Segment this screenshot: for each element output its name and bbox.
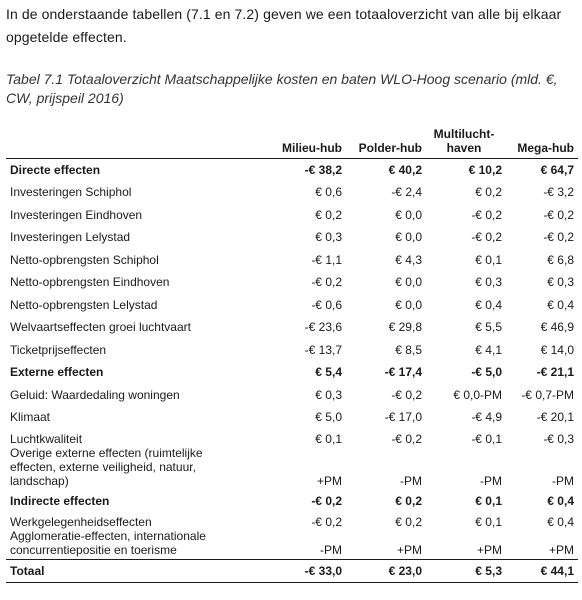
cell-milieu-hub: -€ 0,2 xyxy=(311,515,342,529)
cell-milieu-hub: +PM xyxy=(316,473,342,488)
row-label: Luchtkwaliteit xyxy=(10,431,83,446)
table-header-row xyxy=(6,114,578,158)
cell-multiluchthaven: -€ 5,0 xyxy=(471,365,502,380)
table-row xyxy=(6,204,578,227)
cell-polder-hub: € 8,5 xyxy=(395,342,422,357)
cell-polder-hub: -€ 17,0 xyxy=(384,410,422,425)
row-label: Directe effecten xyxy=(10,162,101,177)
cell-milieu-hub: -€ 0,2 xyxy=(311,275,342,290)
cell-mega-hub: -€ 0,7-PM xyxy=(521,387,574,402)
cell-multiluchthaven: € 5,3 xyxy=(475,564,502,578)
cell-polder-hub: € 0,2 xyxy=(395,515,422,529)
cell-milieu-hub: -€ 23,6 xyxy=(304,320,342,335)
intro-paragraph: In de onderstaande tabellen (7.1 en 7.2) geven we een totaaloverzicht van alle bij elkaar opgetelde effecten. xyxy=(6,6,562,45)
cell-multiluchthaven: € 0,4 xyxy=(475,297,502,312)
cell-mega-hub: -€ 0,2 xyxy=(543,230,574,245)
row-label: Netto-opbrengsten Eindhoven xyxy=(10,275,170,290)
column-header-label xyxy=(6,114,266,158)
cell-polder-hub: € 4,3 xyxy=(395,252,422,267)
cell-milieu-hub: € 0,2 xyxy=(315,207,342,222)
row-label: Werkgelegenheidseffecten xyxy=(10,515,152,529)
cell-multiluchthaven: € 0,2 xyxy=(475,185,502,200)
cell-mega-hub: -€ 0,2 xyxy=(543,207,574,222)
table-row xyxy=(6,294,578,317)
cell-milieu-hub: € 5,4 xyxy=(315,365,342,380)
table-row xyxy=(6,339,578,362)
row-label: Netto-opbrengsten Schiphol xyxy=(10,252,159,267)
cell-multiluchthaven: € 4,1 xyxy=(475,342,502,357)
cell-multiluchthaven: € 10,2 xyxy=(468,162,502,177)
row-label: Overige externe effecten (ruimtelijke effecten, externe veiligheid, natuur, landschap) xyxy=(10,445,203,488)
cell-mega-hub: € 64,7 xyxy=(540,162,574,177)
table-row-directe-effecten xyxy=(6,158,578,181)
table-caption: Tabel 7.1 Totaaloverzicht Maatschappelijke kosten en baten WLO-Hoog scenario (mld. €, CW, prijspeil 2016) xyxy=(6,71,558,106)
cell-polder-hub: € 23,0 xyxy=(388,564,422,578)
cell-multiluchthaven: € 0,1 xyxy=(475,515,502,529)
cell-milieu-hub: € 5,0 xyxy=(315,410,342,425)
cell-mega-hub: € 0,3 xyxy=(547,275,574,290)
row-label: Netto-opbrengsten Lelystad xyxy=(10,297,158,312)
column-header-polder-hub: Polder-hub xyxy=(358,140,422,155)
row-label: Investeringen Lelystad xyxy=(10,230,131,245)
cell-milieu-hub: -€ 13,7 xyxy=(304,342,342,357)
cell-multiluchthaven: € 5,5 xyxy=(475,320,502,335)
cell-milieu-hub: -€ 38,2 xyxy=(304,162,342,177)
cell-multiluchthaven: +PM xyxy=(476,543,502,557)
cell-polder-hub: € 0,0 xyxy=(395,207,422,222)
cell-mega-hub: -PM xyxy=(552,473,574,488)
row-label: Agglomeratie-effecten, internationale concurrentiepositie en toerisme xyxy=(10,529,206,557)
cell-milieu-hub: -PM xyxy=(320,543,342,557)
cell-milieu-hub: € 0,3 xyxy=(315,387,342,402)
row-label: Klimaat xyxy=(10,410,51,425)
cell-multiluchthaven: -€ 0,1 xyxy=(471,431,502,446)
table-row-totaal xyxy=(6,560,578,583)
cell-multiluchthaven: € 0,1 xyxy=(475,493,502,508)
cell-multiluchthaven: -PM xyxy=(480,473,502,488)
column-header-mega-hub: Mega-hub xyxy=(517,140,574,155)
cell-mega-hub: € 0,4 xyxy=(547,493,574,508)
row-label: Welvaartseffecten groei luchtvaart xyxy=(10,320,191,335)
cell-milieu-hub: € 0,6 xyxy=(315,185,342,200)
cell-polder-hub: € 0,0 xyxy=(395,297,422,312)
cell-milieu-hub: -€ 1,1 xyxy=(311,252,342,267)
cell-mega-hub: € 6,8 xyxy=(547,252,574,267)
column-header-multiluchthaven: Multilucht- haven xyxy=(433,126,495,155)
cell-mega-hub: € 0,4 xyxy=(547,297,574,312)
cell-milieu-hub: -€ 0,6 xyxy=(311,297,342,312)
table-row xyxy=(6,249,578,272)
cell-polder-hub: -€ 0,2 xyxy=(391,387,422,402)
cell-multiluchthaven: -€ 0,2 xyxy=(471,230,502,245)
cell-polder-hub: € 40,2 xyxy=(388,162,422,177)
cell-mega-hub: -€ 21,1 xyxy=(536,365,574,380)
cell-polder-hub: € 0,0 xyxy=(395,275,422,290)
cell-polder-hub: -€ 17,4 xyxy=(384,365,422,380)
cell-mega-hub: -€ 20,1 xyxy=(536,410,574,425)
table-row xyxy=(6,512,578,529)
row-label: Investeringen Schiphol xyxy=(10,185,132,200)
summary-table xyxy=(6,114,578,583)
row-label: Indirecte effecten xyxy=(10,493,110,508)
table-row xyxy=(6,529,578,560)
table-row xyxy=(6,384,578,407)
column-header-milieu-hub: Milieu-hub xyxy=(282,140,342,155)
cell-milieu-hub: -€ 33,0 xyxy=(304,564,342,578)
cell-mega-hub: +PM xyxy=(548,543,574,557)
table-row xyxy=(6,446,578,490)
cell-milieu-hub: € 0,3 xyxy=(315,230,342,245)
cell-milieu-hub: € 0,1 xyxy=(315,431,342,446)
cell-multiluchthaven: € 0,0-PM xyxy=(453,387,502,402)
cell-polder-hub: -€ 2,4 xyxy=(391,185,422,200)
cell-mega-hub: -€ 3,2 xyxy=(543,185,574,200)
cell-polder-hub: -PM xyxy=(400,473,422,488)
cell-polder-hub: € 0,2 xyxy=(395,493,422,508)
row-label: Investeringen Eindhoven xyxy=(10,207,143,222)
cell-multiluchthaven: -€ 4,9 xyxy=(471,410,502,425)
cell-mega-hub: € 44,1 xyxy=(540,564,574,578)
table-row xyxy=(6,271,578,294)
cell-polder-hub: -€ 0,2 xyxy=(391,431,422,446)
cell-multiluchthaven: -€ 0,2 xyxy=(471,207,502,222)
cell-mega-hub: € 0,4 xyxy=(547,515,574,529)
cell-mega-hub: € 14,0 xyxy=(540,342,574,357)
cell-polder-hub: +PM xyxy=(396,543,422,557)
cell-mega-hub: € 46,9 xyxy=(540,320,574,335)
table-row xyxy=(6,316,578,339)
row-label: Geluid: Waardedaling woningen xyxy=(10,387,180,402)
table-row-indirecte-effecten xyxy=(6,490,578,513)
table-row xyxy=(6,406,578,429)
cell-milieu-hub: -€ 0,2 xyxy=(311,493,342,508)
cell-multiluchthaven: € 0,3 xyxy=(475,275,502,290)
cell-polder-hub: € 29,8 xyxy=(388,320,422,335)
cell-mega-hub: -€ 0,3 xyxy=(543,431,574,446)
table-row xyxy=(6,226,578,249)
row-label: Ticketprijseffecten xyxy=(10,342,107,357)
row-label: Totaal xyxy=(10,564,45,578)
table-row-externe-effecten xyxy=(6,361,578,384)
row-label: Externe effecten xyxy=(10,365,104,380)
cell-multiluchthaven: € 0,1 xyxy=(475,252,502,267)
table-row xyxy=(6,181,578,204)
table-row xyxy=(6,429,578,446)
cell-polder-hub: € 0,0 xyxy=(395,230,422,245)
